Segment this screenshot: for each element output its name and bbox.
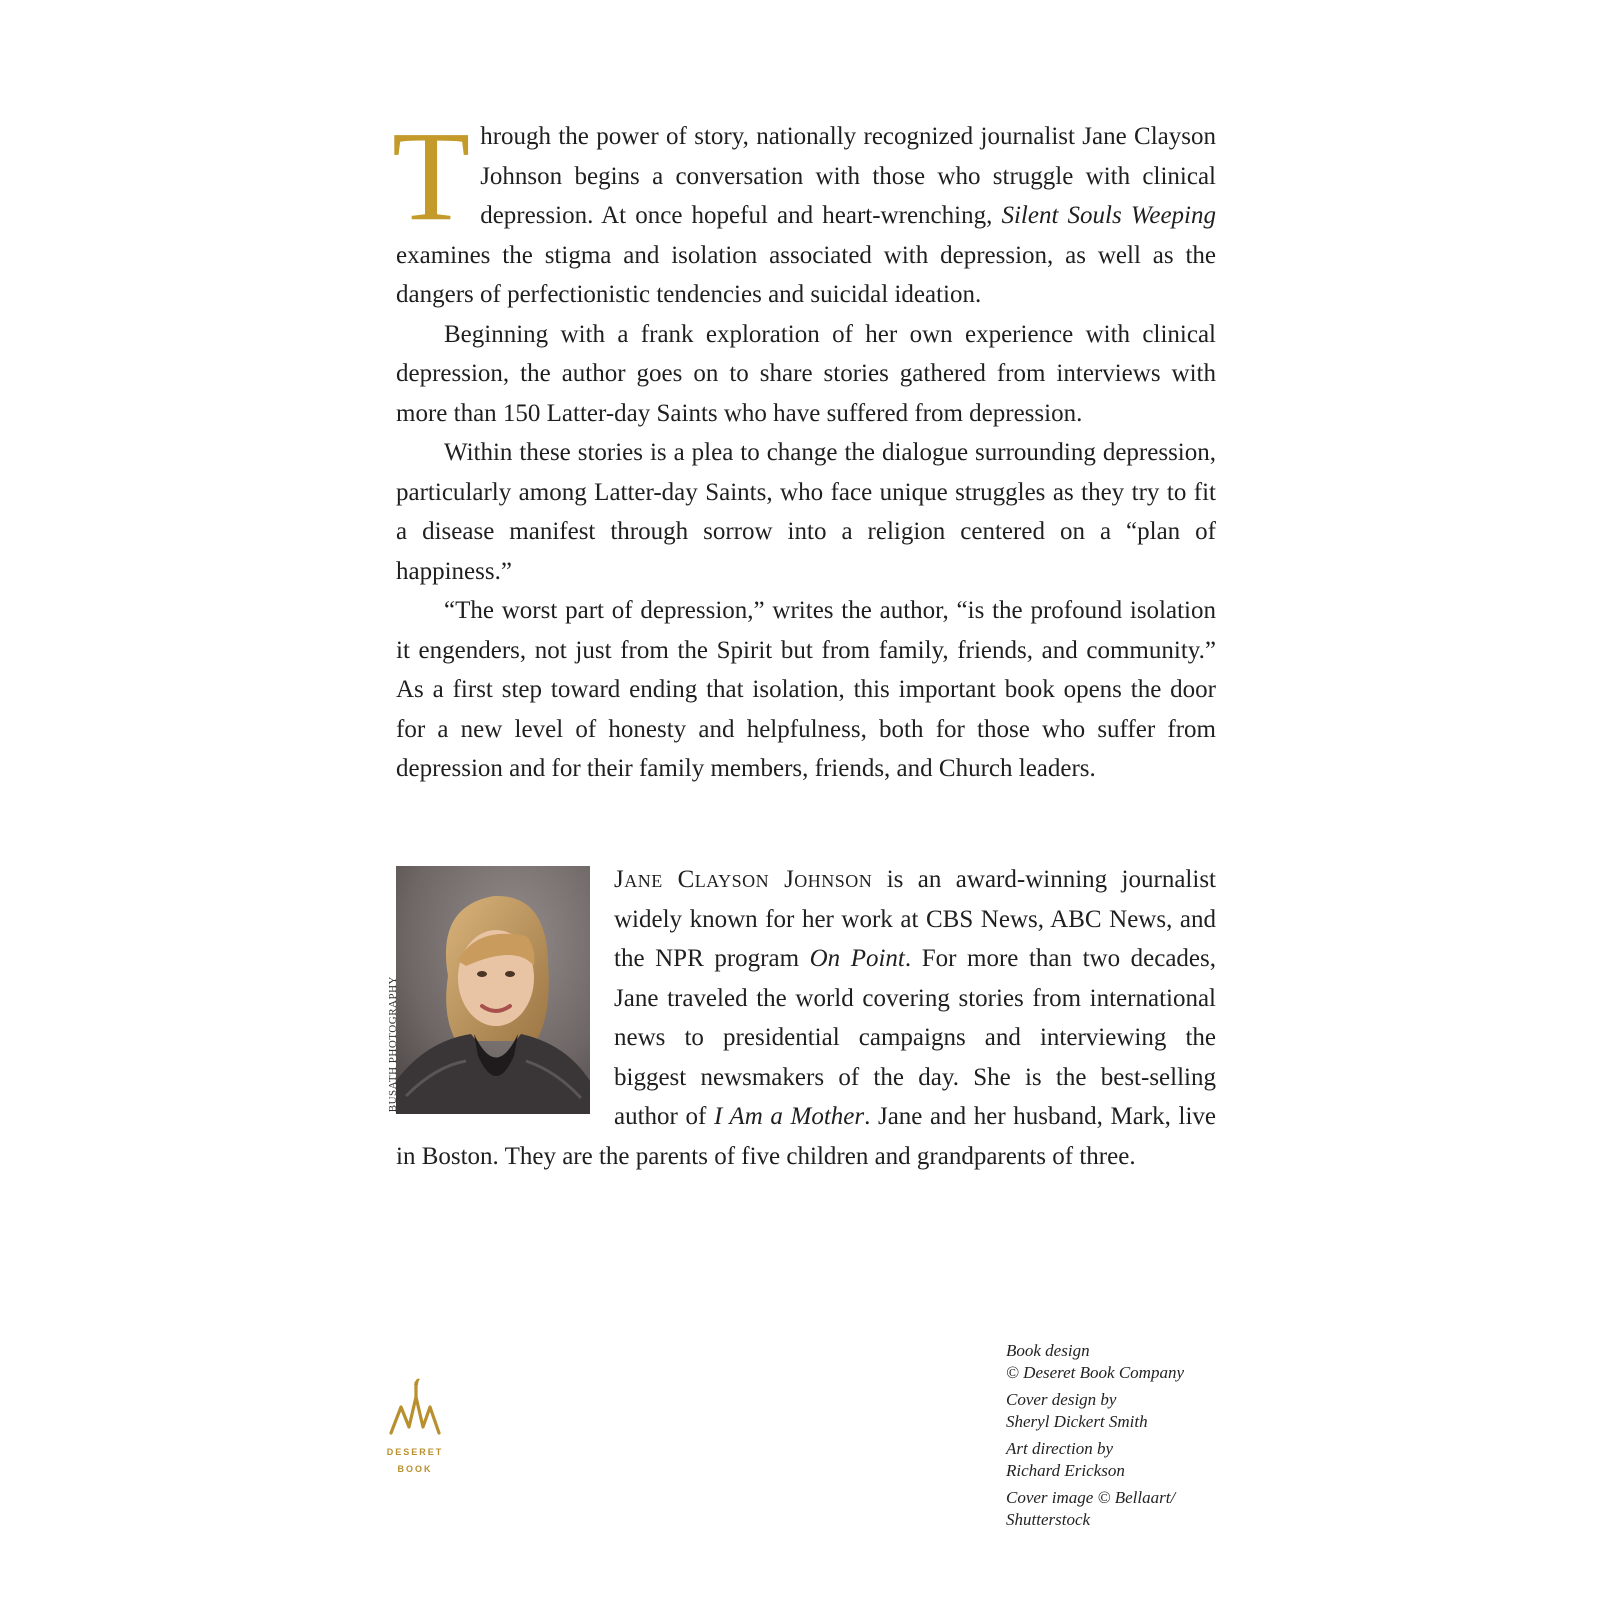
bio-text-c: . Jane and her husband, Mark, live in Boston. They are the parents of five children and grandparents of three.: [396, 1103, 1216, 1170]
design-credits: [1006, 1340, 1246, 1536]
credit-line: Cover image © Bellaart/: [1006, 1488, 1176, 1507]
credit-line: Shutterstock: [1006, 1510, 1091, 1529]
bio-text-b: . For more than two decades, Jane traveled the world covering stories from international news to presidential campaigns and interviewing the biggest newsmakers of the day. She is the best-selling author of: [614, 945, 1216, 1130]
logo-text-line-2: BOOK: [397, 1464, 433, 1474]
bio-text-a: is an award-winning journalist widely known for her work at CBS News, ABC News, and the NPR program: [614, 866, 1216, 972]
credit-line: Book design: [1006, 1341, 1090, 1360]
deseret-book-logo-icon: [385, 1375, 445, 1437]
description-p1-text-b: examines the stigma and isolation associated with depression, as well as the dangers of perfectionistic tendencies and suicidal ideation.: [396, 241, 1216, 308]
credit-line: © Deseret Book Company: [1006, 1363, 1184, 1382]
credit-cover-design: [1006, 1389, 1246, 1433]
credit-art-direction: [1006, 1438, 1246, 1482]
other-book-title: I Am a Mother: [713, 1103, 865, 1130]
photo-credit: BUSATH PHOTOGRAPHY: [387, 975, 399, 1112]
credit-line: Richard Erickson: [1006, 1461, 1125, 1480]
book-title: Silent Souls Weeping: [1001, 202, 1216, 229]
book-description: [392, 105, 1216, 789]
author-name: Jane Clayson Johnson: [614, 866, 873, 893]
description-p1-text-a: hrough the power of story, nationally recognized journalist Jane Clayson Johnson begins a conversation with those who struggle with clinical depression. At once hopeful and heart-wrenching,: [480, 123, 1216, 229]
author-portrait-illustration: [396, 866, 590, 1114]
author-bio: [387, 860, 1216, 1176]
description-paragraph-3: Within these stories is a plea to change the dialogue surrounding depression, particularly among Latter-day Saints, who face unique struggles as they try to fit a disease manifest through sorrow into a religion centered on a “plan of happiness.”: [396, 439, 1216, 585]
credit-line: Art direction by: [1006, 1439, 1114, 1458]
author-photo-frame: [387, 866, 592, 1116]
description-paragraph-1: [392, 105, 1216, 315]
credit-book-design: [1006, 1340, 1246, 1384]
credit-cover-image: [1006, 1487, 1246, 1531]
description-paragraph-4: “The worst part of depression,” writes the author, “is the profound isolation it engenders, not just from the Spirit but from family, friends, and community.” As a first step toward ending that isolation, this important book opens the door for a new level of honesty and helpfulness, both for those who suffer from depression and for their family members, friends, and Church leaders.: [396, 597, 1216, 782]
credit-line: Cover design by: [1006, 1390, 1117, 1409]
description-paragraph-2: Beginning with a frank exploration of her own experience with clinical depression, the author goes on to share stories gathered from interviews with more than 150 Latter-day Saints who have suffered from depression.: [396, 320, 1216, 427]
author-photo: [396, 866, 590, 1114]
publisher-logo: [380, 1375, 450, 1476]
logo-text-line-1: DESERET: [386, 1447, 444, 1457]
program-title: On Point: [809, 945, 905, 972]
drop-cap: T: [392, 105, 471, 247]
credit-line: Sheryl Dickert Smith: [1006, 1412, 1148, 1431]
